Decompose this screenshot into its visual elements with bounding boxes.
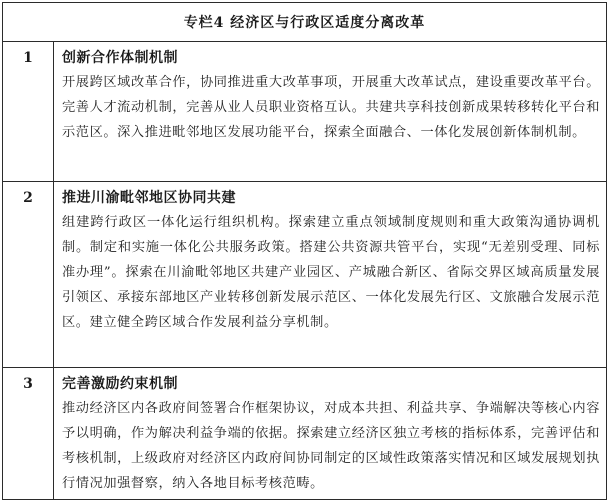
policy-box — [2, 2, 607, 500]
table-row — [3, 42, 606, 182]
table-row — [3, 182, 606, 368]
table-row — [3, 368, 606, 500]
row-title: 创新合作体制机制 — [62, 50, 178, 66]
row-content — [54, 368, 606, 500]
row-number: 3 — [3, 368, 54, 500]
row-content — [54, 42, 606, 181]
row-title: 推进川渝毗邻地区协同共建 — [62, 190, 236, 206]
row-title: 完善激励约束机制 — [62, 376, 178, 392]
row-body: 推动经济区内各政府间签署合作框架协议，对成本共担、利益共享、争端解决等核心内容予以明确，作为解决利益争端的依据。探索建立经济区独立考核的指标体系，完善评估和考核机制，上级政府对经济区内政府间协同制定的区域性政策落实情况和区域发展规划执行情况加强督察，纳入各地目标考核范畴。 — [62, 401, 600, 491]
row-content — [54, 182, 606, 367]
box-header: 专栏4 经济区与行政区适度分离改革 — [3, 3, 606, 42]
row-number: 2 — [3, 182, 54, 367]
row-number: 1 — [3, 42, 54, 181]
row-body: 开展跨区域改革合作，协同推进重大改革事项，开展重大改革试点，建设重要改革平台。完善人才流动机制，完善从业人员职业资格互认。共建共享科技创新成果转移转化平台和示范区。深入推进毗邻地区发展功能平台，探索全面融合、一体化发展创新体制机制。 — [62, 75, 600, 140]
row-body: 组建跨行政区一体化运行组织机构。探索建立重点领域制度规则和重大政策沟通协调机制。制定和实施一体化公共服务政策。搭建公共资源共管平台，实现“无差别受理、同标准办理”。探索在川渝毗邻地区共建产业园区、产城融合新区、省际交界区域高质量发展引领区、承接东部地区产业转移创新发展示范区、一体化发展先行区、文旅融合发展示范区。建立健全跨区域合作发展利益分享机制。 — [62, 215, 600, 330]
